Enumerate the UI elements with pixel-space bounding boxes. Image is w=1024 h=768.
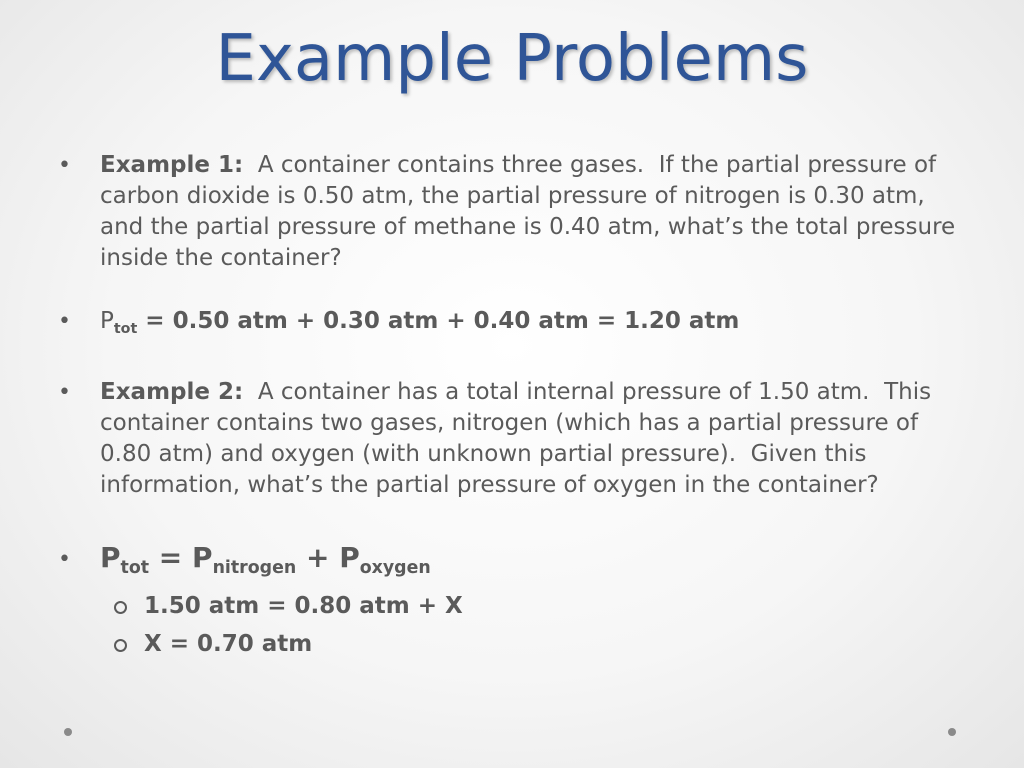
slide-content bbox=[58, 150, 973, 663]
plus-sign: + bbox=[296, 540, 340, 574]
p-subscript: tot bbox=[113, 320, 138, 337]
p-symbol: P bbox=[100, 308, 114, 334]
p-oxygen-subscript: oxygen bbox=[359, 558, 431, 579]
bullet-dot-icon: • bbox=[58, 546, 71, 572]
bullet-example-2-solution bbox=[58, 541, 973, 585]
slide-title: Example Problems bbox=[215, 22, 809, 96]
p-total-subscript: tot bbox=[120, 558, 150, 579]
p-nitrogen-subscript: nitrogen bbox=[212, 558, 297, 579]
decorative-dot-icon bbox=[948, 728, 956, 736]
bullet-dot-icon: • bbox=[58, 379, 71, 405]
sub-bullet-list bbox=[58, 587, 973, 663]
p-total-symbol: P bbox=[100, 540, 121, 574]
example-2-label: Example 2: bbox=[100, 378, 244, 405]
example-1-label: Example 1: bbox=[100, 152, 244, 178]
bullet-example-2 bbox=[58, 377, 973, 501]
decorative-dot-icon bbox=[64, 728, 72, 736]
example-1-text: A container contains three gases. If the partial pressure of carbon dioxide is 0.50 atm, the partial pressure of nitrogen is 0.30 atm, and the partial pressure of methane is 0.40 atm, what’s the total pressure inside the container? bbox=[100, 152, 963, 271]
equals-sign: = bbox=[149, 540, 193, 574]
circle-bullet-icon bbox=[114, 639, 127, 652]
solution-equation: = 0.50 atm + 0.30 atm + 0.40 atm = 1.20 atm bbox=[137, 308, 740, 334]
p-oxygen-symbol: P bbox=[339, 540, 360, 574]
bullet-dot-icon: • bbox=[58, 153, 71, 178]
sub-bullet-text: 1.50 atm = 0.80 atm + X bbox=[144, 593, 463, 620]
bullet-dot-icon: • bbox=[58, 309, 71, 334]
bullet-example-1-solution bbox=[58, 306, 973, 345]
sub-bullet-item bbox=[144, 625, 973, 663]
p-nitrogen-symbol: P bbox=[192, 540, 213, 574]
sub-bullet-text: X = 0.70 atm bbox=[144, 631, 313, 658]
bullet-example-1 bbox=[58, 150, 973, 274]
circle-bullet-icon bbox=[114, 601, 127, 614]
example-2-text: A container has a total internal pressure of 1.50 atm. This container contains two gases, nitrogen (which has a partial pressure of 0.80 atm) and oxygen (with unknown partial pressure). Given this information, what’s the partial pressure of oxygen in the container? bbox=[100, 378, 939, 498]
sub-bullet-item bbox=[144, 587, 973, 625]
